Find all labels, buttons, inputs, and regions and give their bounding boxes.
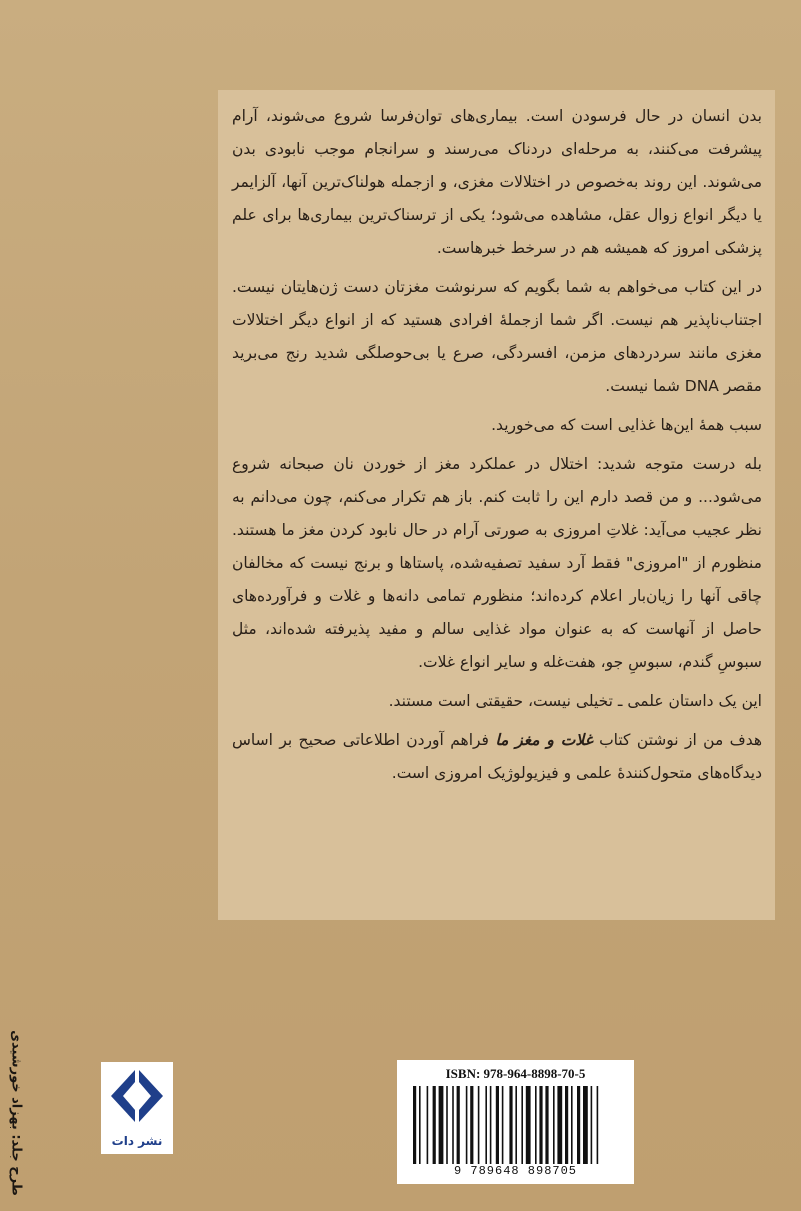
isbn-barcode	[397, 1060, 634, 1184]
blurb-paragraph-2: در این کتاب می‌خواهم به شما بگویم که سرنوشت مغزتان دست ژن‌هایتان نیست. اجتناب‌ناپذیر هم نیست. اگر شما ازجملهٔ افرادی هستید که از انواع دیگر اختلالات مغزی مانند سردردهای مزمن، افسردگی، صرع یا بی‌حوصلگی شدید رنج می‌برید مقصر DNA شما نیست.	[232, 278, 762, 395]
barcode-digits: 9 789648 898705	[453, 1164, 578, 1178]
book-title: غلات و مغز ما	[495, 731, 593, 749]
blurb-paragraph-3: سبب همهٔ این‌ها غذایی است که می‌خورید.	[491, 416, 762, 434]
blurb-paragraph-1: بدن انسان در حال فرسودن است. بیماری‌های توان‌فرسا شروع می‌شوند، آرام پیشرفت می‌کنند، به مرحله‌ای دردناک می‌رسند و سرانجام موجب نابودی بدن می‌شوند. این روند به‌خصوص در اختلالات مغزی، و ازجمله هولناک‌ترین آنها، آلزایمر یا دیگر انواع زوال عقل، مشاهده می‌شود؛ یکی از ترسناک‌ترین بیماری‌ها برای علم پزشکی امروز که همیشه هم در سرخط خبرهاست.	[232, 107, 762, 257]
publisher-logo-icon	[107, 1066, 167, 1130]
cover-designer-text: طرح جلد: بهزاد خورشیدی	[8, 1030, 24, 1196]
blurb-paragraph-6	[232, 724, 762, 790]
blurb-text	[232, 100, 762, 796]
publisher-logo	[101, 1062, 173, 1154]
cover-designer-credit	[0, 1030, 32, 1196]
publisher-name: نشر دات	[111, 1134, 163, 1148]
blurb-paragraph-5: این یک داستان علمی ـ تخیلی نیست، حقیقتی است مستند.	[388, 692, 762, 710]
blurb-text-after-title: فراهم آوردن اطلاعاتی صحیح بر اساس دیدگاه‌های متحول‌کنندهٔ علمی و فیزیولوژیک امروزی است.	[232, 731, 762, 782]
isbn-label: ISBN: 978-964-8898-70-5	[445, 1066, 586, 1081]
blurb-paragraph-4: بله درست متوجه شدید: اختلال در عملکرد مغز از خوردن نان صبحانه شروع می‌شود... و من قصد دارم این را ثابت کنم. باز هم تکرار می‌کنم، چون می‌دانم به نظر عجیب می‌آید: غلاتِ امروزی به صورتی آرام در حال نابود کردن مغز ما هستند. منظورم از "امروزی" فقط آرد سفید تصفیه‌شده، پاستاها و برنج نیست که مخالفان چاقی آنها را زیان‌بار اعلام کرده‌اند؛ منظورم تمامی دانه‌ها و غلات و فرآورده‌های حاصل از آنهاست که به عنوان مواد غذایی سالم و مفید پذیرفته شده‌اند، مثل سبوسِ گندم، سبوسِ جو، هفت‌غله و سایر انواع غلات.	[232, 455, 762, 671]
blurb-text-before-title: هدف من از نوشتن کتاب	[592, 731, 763, 749]
barcode-bars	[413, 1086, 627, 1164]
